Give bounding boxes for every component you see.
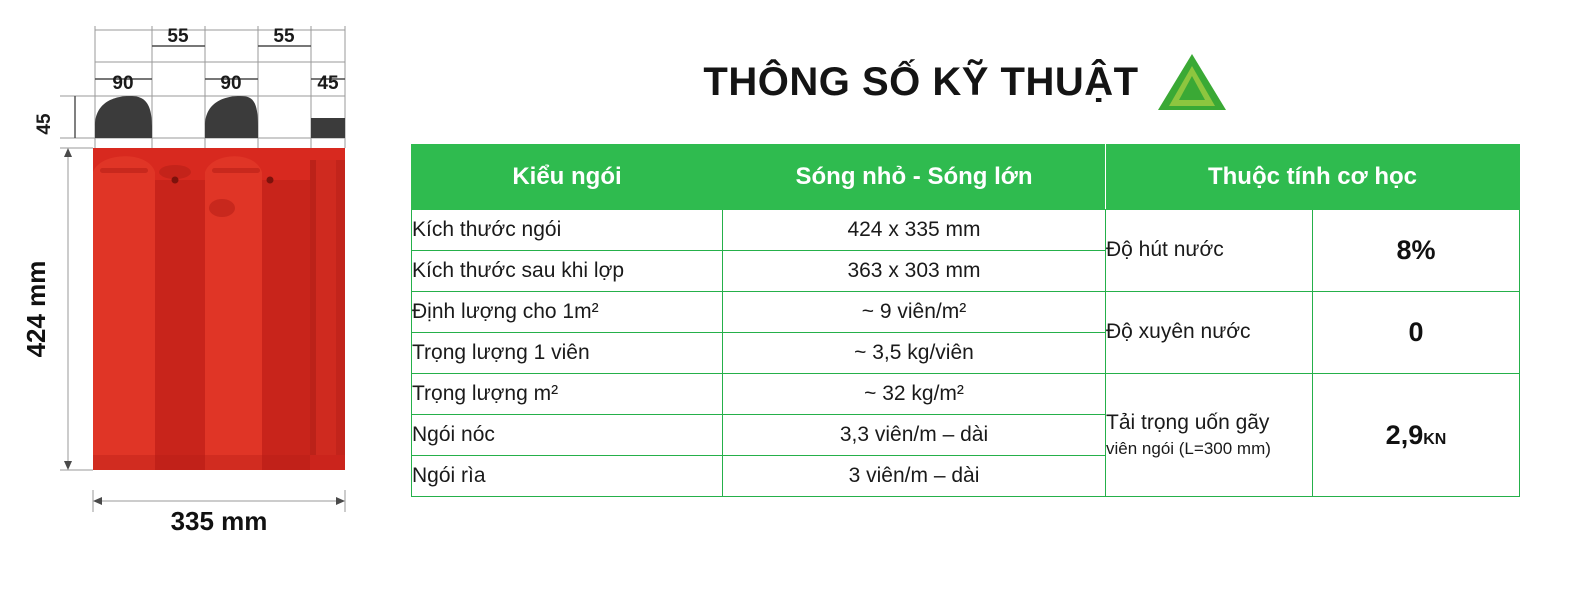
row-value-ridge-tile: 3,3 viên/m – dài [723,415,1106,456]
property-name-breaking-load: Tải trọng uốn gãy [1106,411,1270,435]
row-value-tile-size: 424 x 335 mm [723,210,1106,251]
row-value-edge-tile: 3 viên/m – dài [723,456,1106,497]
row-value-per-sqm: ~ 9 viên/m² [723,292,1106,333]
dim-mid-3: 45 [317,73,339,94]
specifications-table [411,144,1520,497]
table-row [412,292,1520,333]
table-header-row [412,145,1520,210]
dim-side: 45 [34,113,55,135]
dim-width: 335 mm [170,506,268,536]
tile-body [93,148,345,470]
property-sub-breaking-load: viên ngói (L=300 mm) [1106,438,1271,458]
row-value-weight-per-sqm: ~ 32 kg/m² [723,374,1106,415]
row-value-covered-size: 363 x 303 mm [723,251,1106,292]
green-triangle-logo [1157,52,1227,112]
row-label-weight-per-sqm: Trọng lượng m² [412,374,723,415]
column-header-type: Kiểu ngói [412,145,723,210]
tile-profile-shape [95,96,345,138]
dim-height: 424 mm [21,260,51,358]
property-value-breaking-load-unit: KN [1423,430,1447,448]
property-value-water-absorption: 8% [1313,210,1520,292]
tile-diagram [0,0,400,591]
property-name-water-absorption: Độ hút nước [1106,238,1224,262]
table-row [412,374,1520,415]
property-value-water-penetration: 0 [1313,292,1520,374]
page-title: THÔNG SỐ KỸ THUẬT [703,59,1139,104]
title-row [400,52,1530,112]
property-value-breaking-load [1313,374,1520,497]
spec-panel [400,0,1574,591]
row-label-covered-size: Kích thước sau khi lợp [412,251,723,292]
row-label-per-sqm: Định lượng cho 1m² [412,292,723,333]
dim-top-1: 55 [167,26,189,47]
tile-diagram-svg [0,0,400,591]
property-water-absorption [1106,210,1313,292]
dim-top-2: 55 [273,26,295,47]
dim-mid-1: 90 [112,73,134,94]
table-row [412,210,1520,251]
column-header-wave: Sóng nhỏ - Sóng lớn [723,145,1106,210]
dim-mid-2: 90 [220,73,242,94]
property-name-water-penetration: Độ xuyên nước [1106,320,1251,344]
row-label-ridge-tile: Ngói nóc [412,415,723,456]
property-water-penetration [1106,292,1313,374]
property-value-breaking-load-number: 2,9 [1385,419,1424,450]
row-value-weight-per-tile: ~ 3,5 kg/viên [723,333,1106,374]
property-breaking-load [1106,374,1313,497]
row-label-edge-tile: Ngói rìa [412,456,723,497]
row-label-weight-per-tile: Trọng lượng 1 viên [412,333,723,374]
row-label-tile-size: Kích thước ngói [412,210,723,251]
column-header-mechanical: Thuộc tính cơ học [1106,145,1520,210]
